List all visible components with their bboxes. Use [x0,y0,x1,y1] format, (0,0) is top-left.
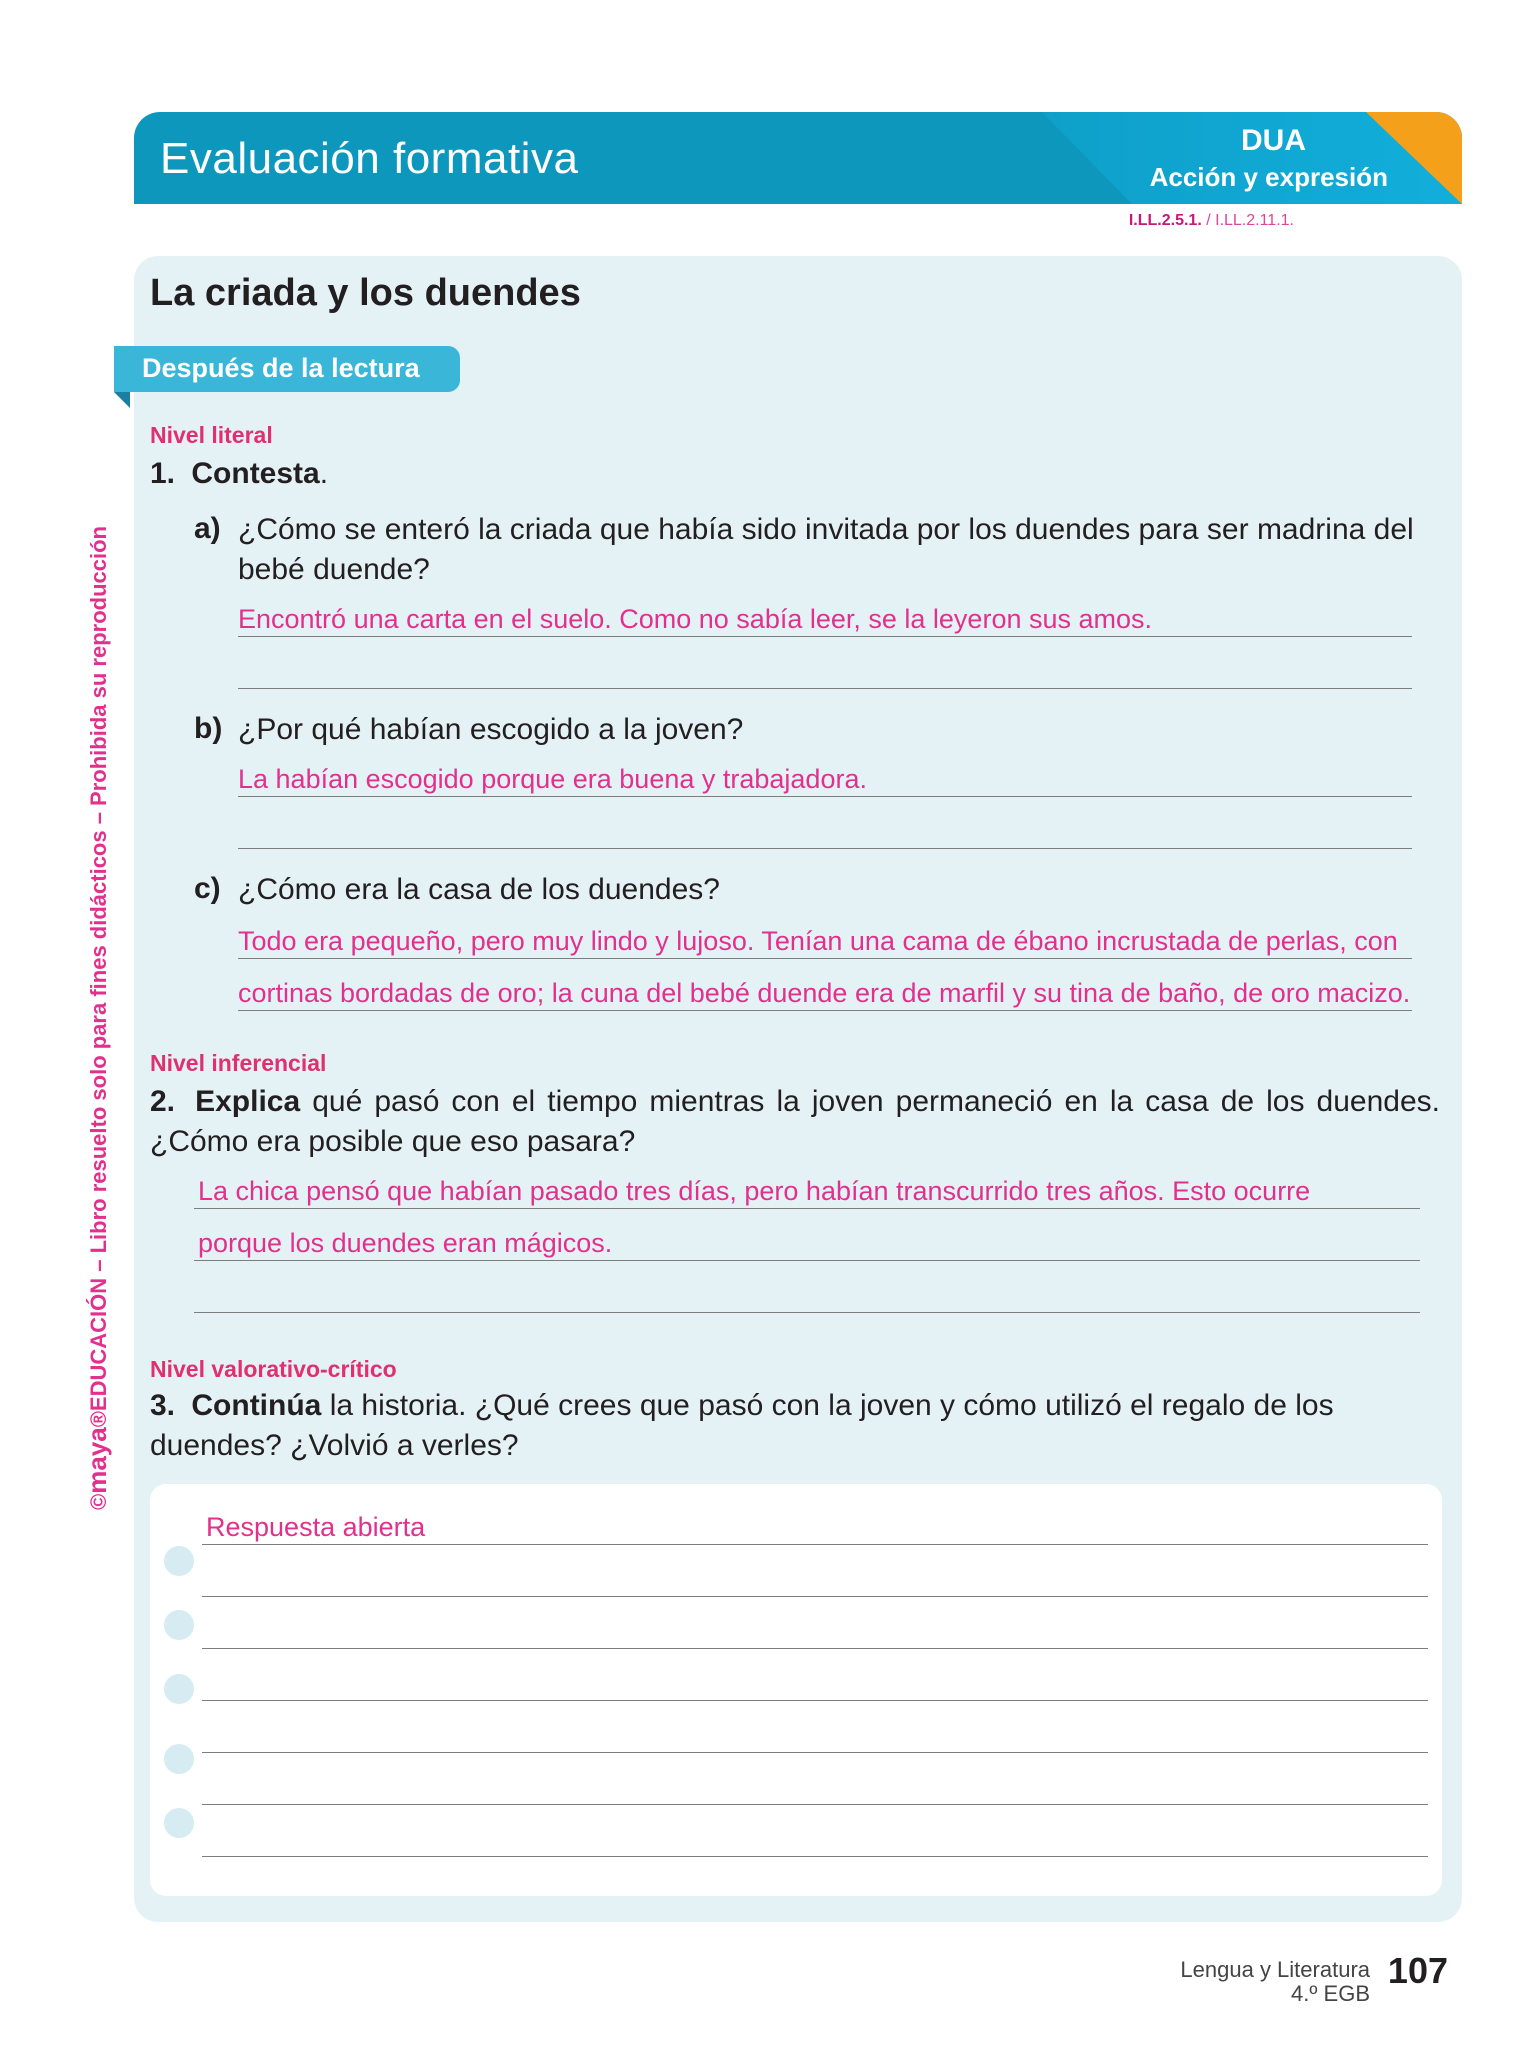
indicator-code-rest: / I.LL.2.11.1. [1201,212,1294,229]
answer-3: Respuesta abierta [206,1512,426,1542]
question-1b-label: b) [194,712,223,745]
footer-grade: 4.º EGB [1291,1981,1370,2006]
answer-line [238,688,1412,689]
question-1-rest: . [319,457,329,490]
answer-line [202,1856,1428,1857]
answer-line [202,1544,1428,1545]
answer-line [194,1208,1420,1209]
answer-line [202,1596,1428,1597]
question-1a-label: a) [194,512,221,545]
question-1-number: 1. [150,457,176,490]
question-2 [150,1082,1440,1162]
notebook-hole [164,1744,194,1774]
answer-line [238,1010,1412,1011]
notebook-hole [164,1674,194,1704]
answer-1a: Encontró una carta en el suelo. Como no sabía leer, se la leyeron sus amos. [238,604,1153,634]
brand-logo: maya [82,1427,112,1494]
notebook-hole [164,1546,194,1576]
question-3-number: 3. [150,1389,176,1422]
dua-title: DUA [1241,124,1306,157]
question-3-rest: la historia. ¿Qué crees que pasó con la joven y cómo utilizó el regalo de los duendes? ¿Volvió a verles? [150,1389,1334,1462]
answer-1c-line-2: cortinas bordadas de oro; la cuna del bebé duende era de marfil y su tina de baño, de oro macizo. [238,978,1411,1008]
answer-box [150,1484,1442,1896]
question-3 [150,1386,1450,1466]
answer-2-line-2: porque los duendes eran mágicos. [198,1228,613,1258]
level-inferential: Nivel inferencial [150,1050,327,1076]
question-2-number: 2. [150,1085,176,1118]
section-tab-fold [114,392,130,408]
story-title: La criada y los duendes [150,272,581,314]
question-2-verb: Explica [195,1085,301,1118]
copyright-symbol: © [86,1493,111,1510]
section-tab-label: Después de la lectura [142,353,420,383]
dua-subtitle: Acción y expresión [1149,162,1388,192]
footer-subject [1180,1958,1370,2006]
answer-line [202,1648,1428,1649]
question-1 [150,454,328,494]
copyright-text: ®EDUCACIÓN – Libro resuelto solo para fines didácticos – Prohibida su reproducción [86,526,111,1428]
answer-line [238,636,1412,637]
indicator-code [1129,212,1294,230]
answer-line [194,1260,1420,1261]
answer-line [238,958,1412,959]
footer-subject-name: Lengua y Literatura [1180,1957,1370,1982]
question-1a-text: ¿Cómo se enteró la criada que había sido invitada por los duendes para ser madrina del bebé duende? [238,513,1414,586]
answer-line [202,1804,1428,1805]
level-literal: Nivel literal [150,422,273,448]
answer-1b: La habían escogido porque era buena y trabajadora. [238,764,867,794]
header-band [134,112,1462,204]
level-critical: Nivel valorativo-crítico [150,1356,397,1382]
answer-line [202,1752,1428,1753]
notebook-hole [164,1610,194,1640]
page-number: 107 [1387,1950,1448,1991]
answer-1c-line-1: Todo era pequeño, pero muy lindo y lujoso. Tenían una cama de ébano incrustada de perlas, con [238,926,1398,956]
answer-line [194,1312,1420,1313]
question-1c-label: c) [194,872,221,905]
question-3-verb: Continúa [191,1389,322,1422]
answer-line [202,1700,1428,1701]
page-title: Evaluación formativa [160,134,579,183]
side-copyright [82,526,113,1510]
answer-2-line-1: La chica pensó que habían pasado tres días, pero habían transcurrido tres años. Esto ocurre [198,1176,1311,1206]
question-2-rest: qué pasó con el tiempo mientras la joven permaneció en la casa de los duendes. ¿Cómo era posible que eso pasara? [150,1085,1440,1158]
question-1c-text: ¿Cómo era la casa de los duendes? [238,873,720,906]
notebook-hole [164,1808,194,1838]
answer-line [238,796,1412,797]
question-1b-text: ¿Por qué habían escogido a la joven? [238,713,744,746]
answer-line [238,848,1412,849]
indicator-code-bold: I.LL.2.5.1. [1128,212,1202,229]
question-1-verb: Contesta [191,457,320,490]
